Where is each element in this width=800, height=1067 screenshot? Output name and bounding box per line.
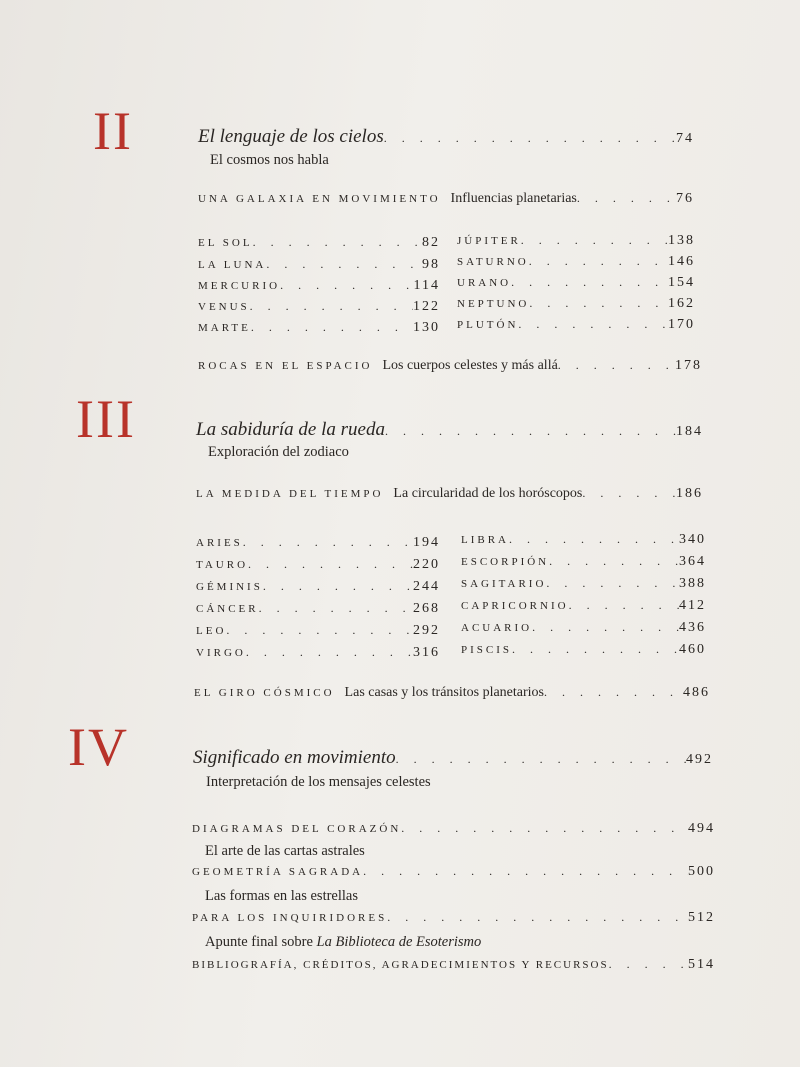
- page-number: 412: [679, 598, 706, 613]
- entry-subtitle: Las formas en las estrellas: [205, 888, 359, 904]
- dot-leader: [385, 422, 676, 440]
- part-caps-label: EL GIRO CÓSMICO: [194, 687, 335, 699]
- toc-entry[interactable]: [198, 297, 440, 315]
- chapter-title: El lenguaje de los cielos: [198, 126, 384, 147]
- part-title: Los cuerpos celestes y más allá: [382, 358, 558, 373]
- dot-leader: [544, 683, 683, 701]
- part-entry[interactable]: [198, 189, 694, 207]
- page-number: 340: [679, 532, 706, 547]
- toc-entry[interactable]: [461, 574, 706, 592]
- toc-entry[interactable]: [196, 533, 440, 551]
- page-number: 154: [668, 275, 695, 290]
- entry-label: CÁNCER: [196, 603, 259, 615]
- toc-entry[interactable]: [198, 318, 440, 336]
- entry-label: SATURNO: [457, 256, 529, 268]
- entry-label: EL SOL: [198, 237, 253, 249]
- entry-subtitle: El arte de las cartas astrales: [205, 843, 365, 859]
- entry-subtitle: [205, 934, 481, 951]
- entry-label: PISCIS: [461, 644, 513, 656]
- toc-entry[interactable]: [461, 596, 706, 614]
- toc-entry[interactable]: [192, 819, 715, 837]
- entry-label: GÉMINIS: [196, 581, 263, 593]
- entry-label: TAURO: [196, 559, 249, 571]
- chapter-subtitle: Exploración del zodiaco: [208, 444, 349, 460]
- entry-label: MERCURIO: [198, 280, 281, 292]
- entry-label: ESCORPIÓN: [461, 556, 550, 568]
- page-number: 74: [676, 131, 694, 146]
- page-number: 492: [686, 752, 713, 767]
- dot-leader: [558, 356, 675, 374]
- toc-entry[interactable]: [192, 908, 715, 926]
- page-number: 178: [675, 358, 702, 373]
- chapter-subtitle: Interpretación de los mensajes celestes: [206, 774, 431, 790]
- part-title: Las casas y los tránsitos planetarios: [344, 685, 544, 700]
- page-number: 220: [413, 557, 440, 572]
- toc-entry[interactable]: [192, 955, 715, 973]
- page-number: 436: [679, 620, 706, 635]
- entry-label: PLUTÓN: [457, 319, 519, 331]
- toc-entry[interactable]: [196, 555, 440, 573]
- entry-label: ARIES: [196, 537, 243, 549]
- entry-label: LIBRA: [461, 534, 509, 546]
- page-number: 122: [413, 299, 440, 314]
- page-number: 114: [413, 278, 440, 293]
- page-number: 388: [679, 576, 706, 591]
- part-caps-label: LA MEDIDA DEL TIEMPO: [196, 488, 384, 500]
- entry-label: VENUS: [198, 301, 250, 313]
- book-title: La Biblioteca de Esoterismo: [316, 934, 482, 950]
- page-number: 316: [413, 645, 440, 660]
- toc-entry[interactable]: [461, 618, 706, 636]
- dot-leader: [363, 862, 688, 880]
- toc-entry[interactable]: [196, 577, 440, 595]
- toc-entry[interactable]: [457, 231, 695, 249]
- page-number: 500: [688, 864, 715, 879]
- page-number: 184: [676, 424, 703, 439]
- part-entry[interactable]: [196, 484, 703, 502]
- toc-entry[interactable]: [198, 276, 440, 294]
- part-entry[interactable]: [194, 683, 710, 701]
- entry-label: ACUARIO: [461, 622, 533, 634]
- dot-leader: [387, 908, 688, 926]
- dot-leader: [609, 955, 688, 973]
- toc-entry[interactable]: [192, 862, 715, 880]
- page-number: 186: [676, 486, 703, 501]
- part-title: La circularidad de los horóscopos: [393, 486, 583, 501]
- page-number: 98: [422, 257, 440, 272]
- toc-entry[interactable]: [461, 552, 706, 570]
- entry-label: JÚPITER: [457, 235, 521, 247]
- page-number: 364: [679, 554, 706, 569]
- part-title: Influencias planetarias: [450, 191, 577, 206]
- entry-label: GEOMETRÍA SAGRADA: [192, 866, 364, 878]
- section-numeral: III: [76, 389, 136, 449]
- page-number: 76: [676, 191, 694, 206]
- section-numeral: II: [93, 101, 133, 161]
- toc-entry[interactable]: [196, 643, 440, 661]
- toc-entry[interactable]: [461, 530, 706, 548]
- entry-label: URANO: [457, 277, 512, 289]
- page-number: 512: [688, 910, 715, 925]
- page-number: 486: [683, 685, 710, 700]
- page-number: 162: [668, 296, 695, 311]
- entry-label: BIBLIOGRAFÍA, CRÉDITOS, AGRADECIMIENTOS Y RECURSOS: [192, 959, 609, 971]
- page-number: 460: [679, 642, 706, 657]
- toc-entry[interactable]: [457, 315, 695, 333]
- dot-leader: [384, 129, 676, 147]
- page-number: 514: [688, 957, 715, 972]
- toc-entry[interactable]: [198, 255, 440, 273]
- chapter-entry[interactable]: [193, 747, 713, 769]
- toc-entry[interactable]: [461, 640, 706, 658]
- entry-label: SAGITARIO: [461, 578, 547, 590]
- page-number: 244: [413, 579, 440, 594]
- page-number: 194: [413, 535, 440, 550]
- toc-entry[interactable]: [457, 273, 695, 291]
- page-number: 292: [413, 623, 440, 638]
- dot-leader: [582, 484, 676, 502]
- entry-label: LEO: [196, 625, 227, 637]
- chapter-entry[interactable]: [198, 126, 694, 148]
- entry-label: DIAGRAMAS DEL CORAZÓN: [192, 823, 402, 835]
- toc-entry[interactable]: [198, 233, 440, 251]
- page-number: 170: [668, 317, 695, 332]
- chapter-entry[interactable]: [196, 419, 703, 441]
- part-caps-label: UNA GALAXIA EN MOVIMIENTO: [198, 193, 441, 205]
- chapter-title: La sabiduría de la rueda: [196, 419, 385, 440]
- page-number: 268: [413, 601, 440, 616]
- toc-entry[interactable]: [196, 599, 440, 617]
- entry-label: CAPRICORNIO: [461, 600, 569, 612]
- page-number: 82: [422, 235, 440, 250]
- chapter-title: Significado en movimiento: [193, 747, 396, 768]
- page-number: 146: [668, 254, 695, 269]
- toc-entry[interactable]: [457, 294, 695, 312]
- part-entry[interactable]: [198, 356, 702, 374]
- dot-leader: [396, 750, 686, 768]
- entry-label: NEPTUNO: [457, 298, 530, 310]
- toc-entry[interactable]: [196, 621, 440, 639]
- chapter-subtitle: El cosmos nos habla: [210, 152, 329, 168]
- entry-subtitle-text: Apunte final sobre: [205, 934, 313, 950]
- entry-label: MARTE: [198, 322, 251, 334]
- part-caps-label: ROCAS EN EL ESPACIO: [198, 360, 373, 372]
- section-numeral: IV: [68, 717, 129, 777]
- toc-entry[interactable]: [457, 252, 695, 270]
- page-number: 494: [688, 821, 715, 836]
- dot-leader: [401, 819, 688, 837]
- dot-leader: [577, 189, 676, 207]
- entry-label: VIRGO: [196, 647, 246, 659]
- page-number: 130: [413, 320, 440, 335]
- page-number: 138: [668, 233, 695, 248]
- entry-label: PARA LOS INQUIRIDORES: [192, 912, 388, 924]
- entry-label: LA LUNA: [198, 259, 267, 271]
